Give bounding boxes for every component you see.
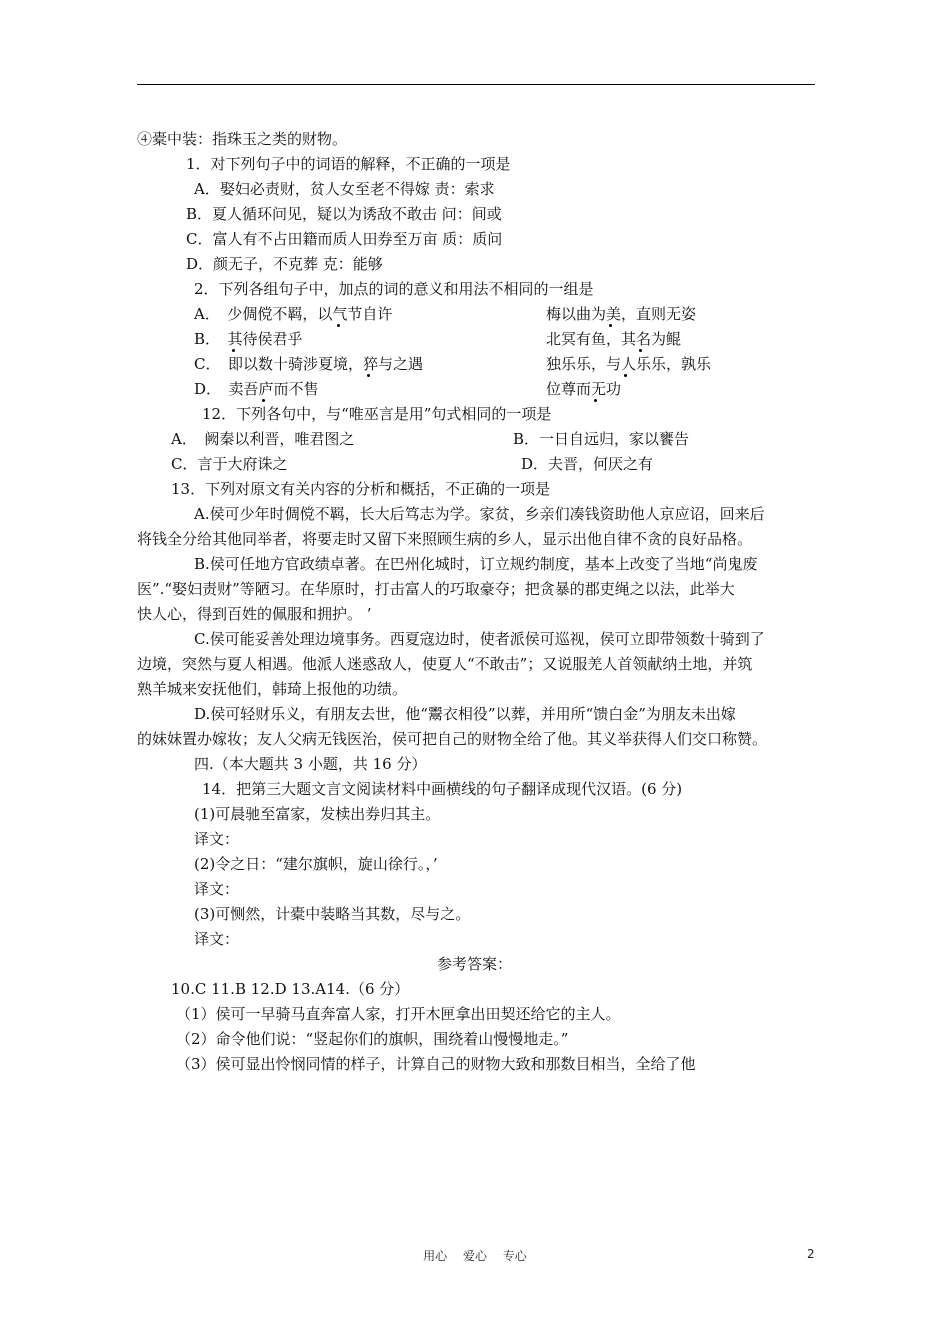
q13-b-line2: 医”.“娶妇责财”等陋习。在华原时，打击富人的巧取豪夺；把贪暴的郡吏绳之以法，此举大 bbox=[137, 580, 735, 598]
q12-option-c: C．言于大府诛之 bbox=[171, 455, 288, 473]
answers-title: 参考答案： bbox=[437, 955, 513, 973]
q2-option-b-left: B． 其待侯君乎 bbox=[194, 330, 303, 348]
q2-stem: 2．下列各组句子中，加点的词的意义和用法不相同的一组是 bbox=[194, 280, 594, 298]
note-4: ④橐中装：指珠玉之类的财物。 bbox=[137, 130, 348, 148]
q2-option-d-right: 位尊而无功 bbox=[546, 380, 622, 398]
q1-option-c: C．富人有不占田籍而质人田券至万亩 质：质问 bbox=[186, 230, 503, 248]
answer-2: （2）命令他们说：“竖起你们的旗帜，围绕着山慢慢地走。” bbox=[176, 1030, 569, 1048]
answer-keys: 10.C 11.B 12.D 13.A14.（6 分） bbox=[171, 980, 410, 998]
header-rule bbox=[137, 84, 815, 85]
emphasis-dot bbox=[594, 399, 597, 402]
emphasis-dot bbox=[337, 324, 340, 327]
emphasis-dot bbox=[639, 349, 642, 352]
q13-a-line1: A.侯可少年时倜傥不羁，长大后笃志为学。家贫，乡亲们凑钱资助他人京应诏，回来后 bbox=[194, 505, 765, 523]
q14-translation-2-label: 译文： bbox=[194, 880, 240, 898]
emphasis-dot bbox=[624, 374, 627, 377]
q14-translation-1-label: 译文： bbox=[194, 830, 240, 848]
q13-c-line3: 熟羊城来安抚他们，韩琦上报他的功绩。 bbox=[137, 680, 408, 698]
q14-sentence-2: (2)令之日：“建尔旗帜，旋山徐行。，’ bbox=[194, 855, 438, 873]
q13-c-line1: C.侯可能妥善处理边境事务。西夏寇边时，使者派侯可巡视，侯可立即带领数十骑到了 bbox=[194, 630, 765, 648]
page-number: 2 bbox=[807, 1247, 815, 1261]
q12-option-b: B．一日自远归，家以饔告 bbox=[513, 430, 690, 448]
section4-heading: 四.（本大题共 3 小题，共 16 分） bbox=[194, 755, 427, 773]
q1-stem: 1．对下列句子中的词语的解释，不正确的一项是 bbox=[186, 155, 511, 173]
q13-stem: 13．下列对原文有关内容的分析和概括，不正确的一项是 bbox=[171, 480, 551, 498]
q2-option-d-left: D． 卖吾庐而不售 bbox=[194, 380, 319, 398]
emphasis-dot bbox=[367, 374, 370, 377]
q13-b-line3: 快人心，得到百姓的佩服和拥护。 ’ bbox=[137, 605, 372, 623]
q13-d-line2: 的妹妹置办嫁妆；友人父病无钱医治，侯可把自己的财物全给了他。其义举获得人们交口称赞。 bbox=[137, 730, 768, 748]
q2-option-a-right: 梅以曲为美，直则无姿 bbox=[546, 305, 697, 323]
q12-stem: 12．下列各句中，与“唯巫言是用”句式相同的一项是 bbox=[202, 405, 552, 423]
q14-translation-3-label: 译文： bbox=[194, 930, 240, 948]
emphasis-dot bbox=[232, 349, 235, 352]
page-footer: 用心 爱心 专心 bbox=[423, 1249, 527, 1263]
q1-option-b: B．夏人循环问见，疑以为诱敌不敢击 问：间或 bbox=[186, 205, 502, 223]
q14-stem: 14．把第三大题文言文阅读材料中画横线的句子翻译成现代汉语。(6 分) bbox=[202, 780, 683, 798]
q2-option-c-left: C． 即以数十骑涉夏境，猝与之遇 bbox=[194, 355, 423, 373]
emphasis-dot bbox=[609, 324, 612, 327]
emphasis-dot bbox=[262, 399, 265, 402]
q13-b-line1: B.侯可任地方官政绩卓著。在巴州化城时，订立规约制度，基本上改变了当地“尚鬼废 bbox=[194, 555, 758, 573]
q12-option-a: A． 阙秦以利晋，唯君图之 bbox=[171, 430, 355, 448]
q14-sentence-3: (3)可恻然，计橐中装略当其数，尽与之。 bbox=[194, 905, 471, 923]
q13-d-line1: D.侯可轻财乐义，有朋友去世，他“鬻衣相役”以葬，并用所“馈白金”为朋友未出嫁 bbox=[194, 705, 736, 723]
q2-option-c-right: 独乐乐，与人乐乐，孰乐 bbox=[546, 355, 712, 373]
answer-3: （3）侯可显出怜悯同情的样子，计算自己的财物大致和那数目相当，全给了他 bbox=[176, 1055, 696, 1073]
q2-option-b-right: 北冥有鱼，其名为鲲 bbox=[546, 330, 682, 348]
q12-option-d: D．夫晋，何厌之有 bbox=[521, 455, 654, 473]
q13-a-line2: 将钱全分给其他同举者，将要走时又留下来照顾生病的乡人，显示出他自律不贪的良好品格。 bbox=[137, 530, 753, 548]
q13-c-line2: 边境，突然与夏人相遇。他派人迷惑敌人，使夏人“不敢击”；又说服羌人首领献纳土地，并筑 bbox=[137, 655, 753, 673]
answer-1: （1）侯可一早骑马直奔富人家，打开木匣拿出田契还给它的主人。 bbox=[176, 1005, 621, 1023]
q14-sentence-1: (1)可晨驰至富家，发椟出券归其主。 bbox=[194, 805, 441, 823]
q1-option-d: D．颜无子，不克葬 克：能够 bbox=[186, 255, 383, 273]
q2-option-a-left: A． 少倜傥不羁，以气节自许 bbox=[194, 305, 393, 323]
q1-option-a: A．娶妇必责财，贫人女至老不得嫁 责：索求 bbox=[194, 180, 495, 198]
